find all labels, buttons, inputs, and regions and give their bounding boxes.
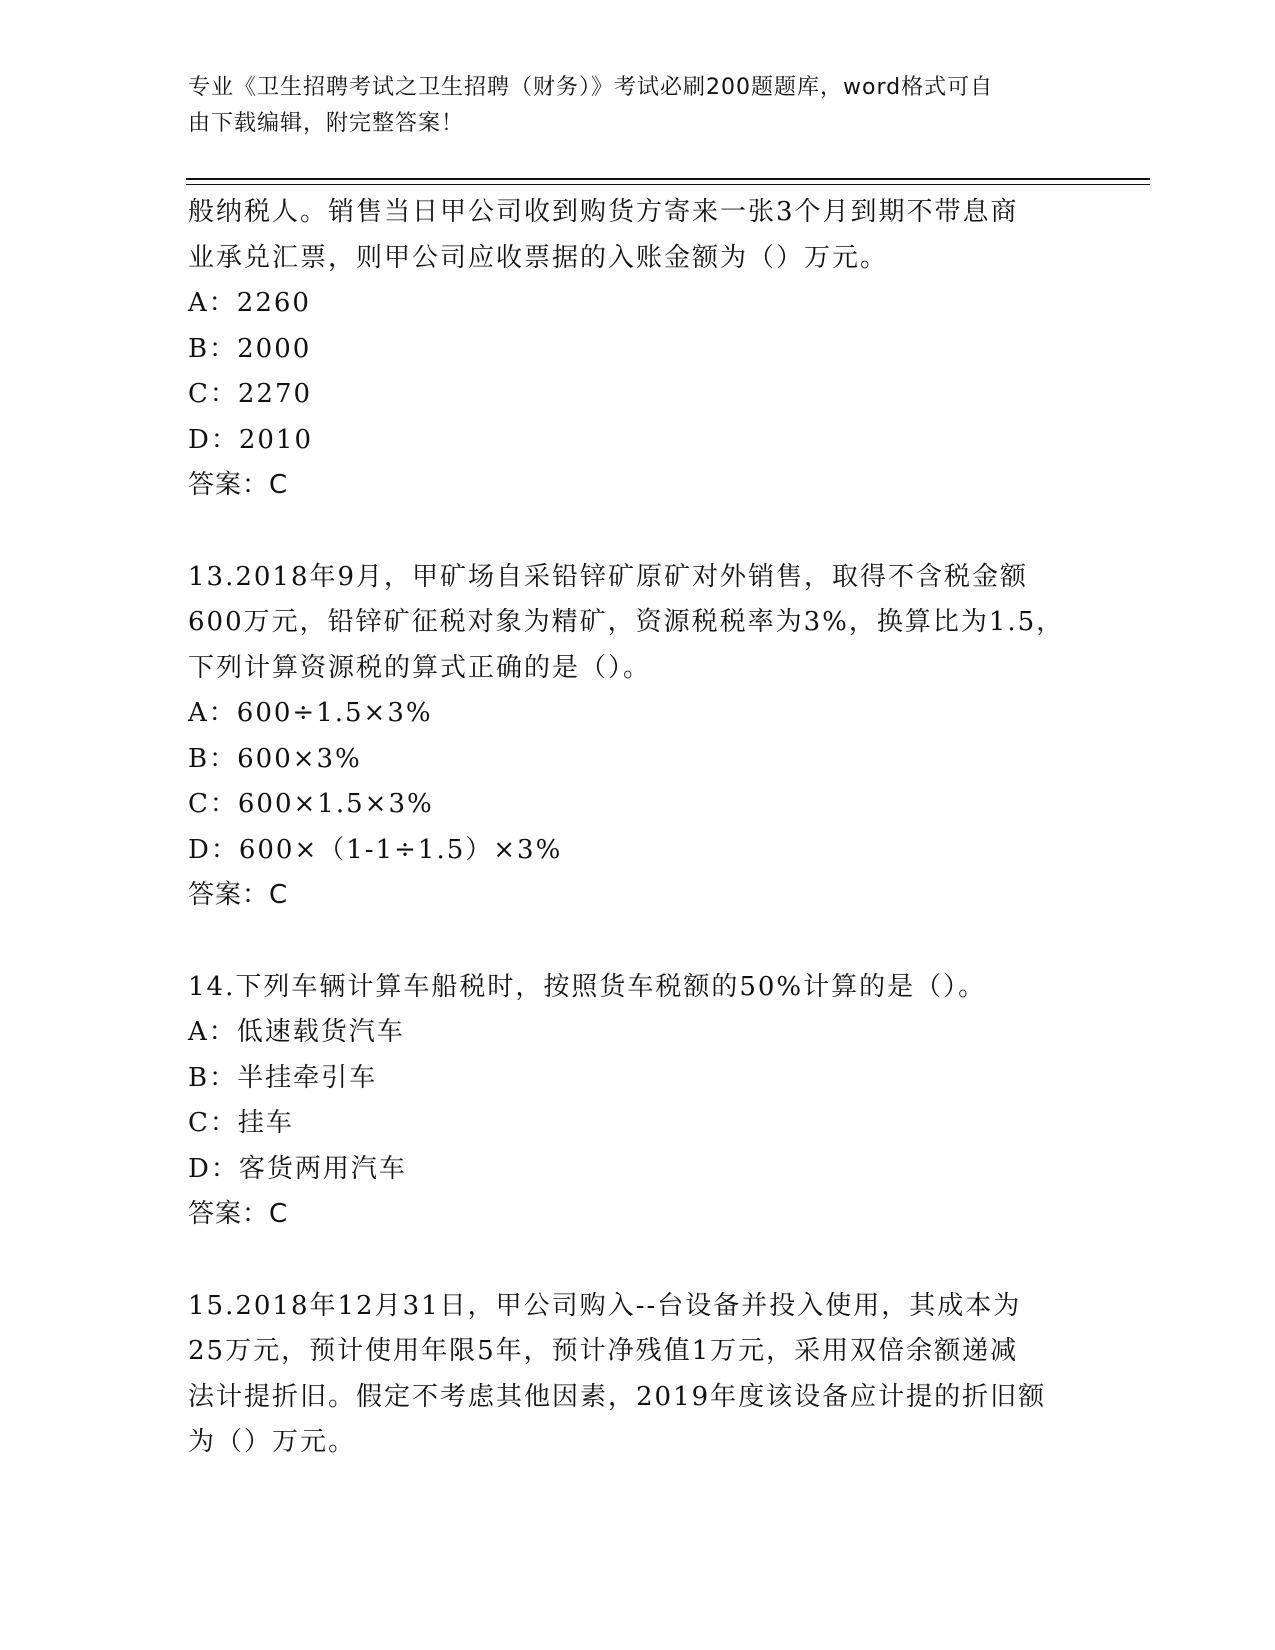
question-text-line: 600万元，铅锌矿征税对象为精矿，资源税税率为3%，换算比为1.5， xyxy=(188,607,1065,637)
question-15 xyxy=(188,1284,1088,1466)
header-divider-thick xyxy=(186,178,1150,180)
option-b: B：半挂牵引车 xyxy=(188,1062,378,1093)
question-text-line: 14.下列车辆计算车船税时，按照货车税额的50%计算的是（）。 xyxy=(188,971,987,1002)
option-c: C：2270 xyxy=(188,379,313,409)
question-14 xyxy=(188,965,1088,1238)
option-a: A：2260 xyxy=(188,288,311,318)
answer-line: 答案：C xyxy=(188,1199,289,1229)
option-b: B：2000 xyxy=(188,333,312,364)
option-b: B：600×3% xyxy=(188,743,362,774)
question-text-line: 为（）万元。 xyxy=(188,1427,357,1457)
question-text-line: 业承兑汇票，则甲公司应收票据的入账金额为（）万元。 xyxy=(188,242,889,273)
question-12 xyxy=(188,190,1088,509)
question-text-line: 15.2018年12月31日，甲公司购入--台设备并投入使用，其成本为 xyxy=(188,1290,1022,1321)
question-text-line: 13.2018年9月，甲矿场自采铅锌矿原矿对外销售，取得不含税金额 xyxy=(188,561,1029,592)
document-body xyxy=(188,190,1088,1466)
document-header xyxy=(188,70,1068,142)
option-a: A：低速载货汽车 xyxy=(188,1017,405,1047)
question-text-line: 25万元，预计使用年限5年，预计净残值1万元，采用双倍余额递减 xyxy=(188,1336,1019,1366)
option-c: C：600×1.5×3% xyxy=(188,789,434,819)
option-d: D：2010 xyxy=(188,424,314,455)
option-c: C：挂车 xyxy=(188,1108,294,1138)
header-line-2: 由下载编辑，附完整答案！ xyxy=(188,111,465,136)
question-text-line: 下列计算资源税的算式正确的是（）。 xyxy=(188,652,652,683)
option-d: D：600×（1-1÷1.5）×3% xyxy=(188,834,563,865)
question-text-line: 般纳税人。销售当日甲公司收到购货方寄来一张3个月到期不带息商 xyxy=(188,197,1019,227)
question-13 xyxy=(188,555,1088,919)
option-a: A：600÷1.5×3% xyxy=(188,698,433,728)
question-text-line: 法计提折旧。假定不考虑其他因素，2019年度该设备应计提的折旧额 xyxy=(188,1381,1047,1412)
answer-line: 答案：C xyxy=(188,880,289,910)
header-line-1: 专业《卫生招聘考试之卫生招聘（财务）》考试必刷200题题库，word格式可自 xyxy=(188,75,994,100)
answer-line: 答案：C xyxy=(188,470,289,500)
header-divider-thin xyxy=(186,184,1150,185)
option-d: D：客货两用汽车 xyxy=(188,1153,407,1184)
